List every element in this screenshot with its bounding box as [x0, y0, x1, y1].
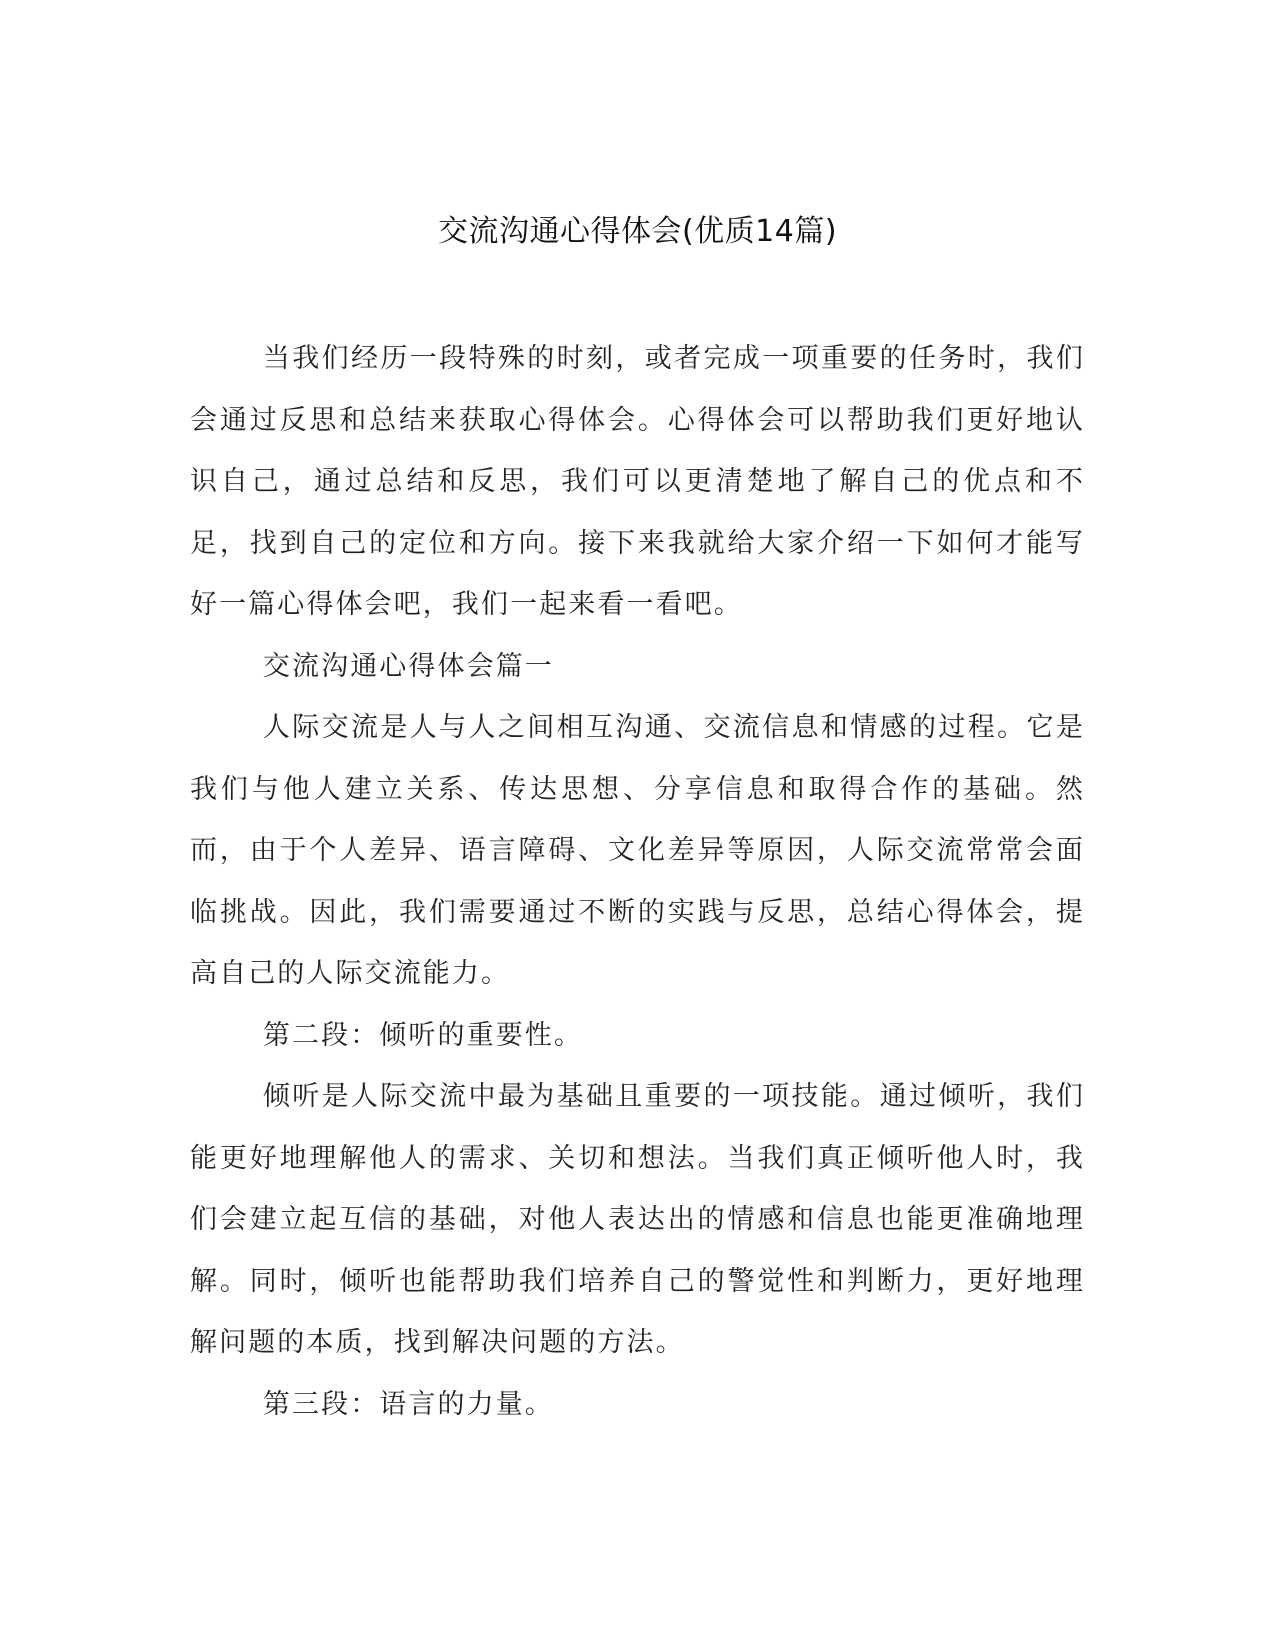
intro-paragraph: 当我们经历一段特殊的时刻，或者完成一项重要的任务时，我们会通过反思和总结来获取心得体会。心得体会可以帮助我们更好地认识自己，通过总结和反思，我们可以更清楚地了解自己的优点和不足，找到自己的定位和方向。接下来我就给大家介绍一下如何才能写好一篇心得体会吧，我们一起来看一看吧。	[190, 343, 1085, 620]
body-paragraph: 人际交流是人与人之间相互沟通、交流信息和情感的过程。它是我们与他人建立关系、传达思想、分享信息和取得合作的基础。然而，由于个人差异、语言障碍、文化差异等原因，人际交流常常会面临挑战。因此，我们需要通过不断的实践与反思，总结心得体会，提高自己的人际交流能力。	[190, 712, 1085, 989]
body-paragraph: 倾听是人际交流中最为基础且重要的一项技能。通过倾听，我们能更好地理解他人的需求、关切和想法。当我们真正倾听他人时，我们会建立起互信的基础，对他人表达出的情感和信息也能更准确地理解。同时，倾听也能帮助我们培养自己的警觉性和判断力，更好地理解问题的本质，找到解决问题的方法。	[190, 1081, 1085, 1358]
section-heading-part-one: 交流沟通心得体会篇一	[262, 650, 554, 682]
section-heading-language: 第三段：语言的力量。	[262, 1388, 554, 1420]
document-title: 交流沟通心得体会(优质14篇)	[437, 214, 838, 249]
section-heading-listening: 第二段：倾听的重要性。	[262, 1019, 583, 1051]
document-body	[190, 328, 1085, 1435]
